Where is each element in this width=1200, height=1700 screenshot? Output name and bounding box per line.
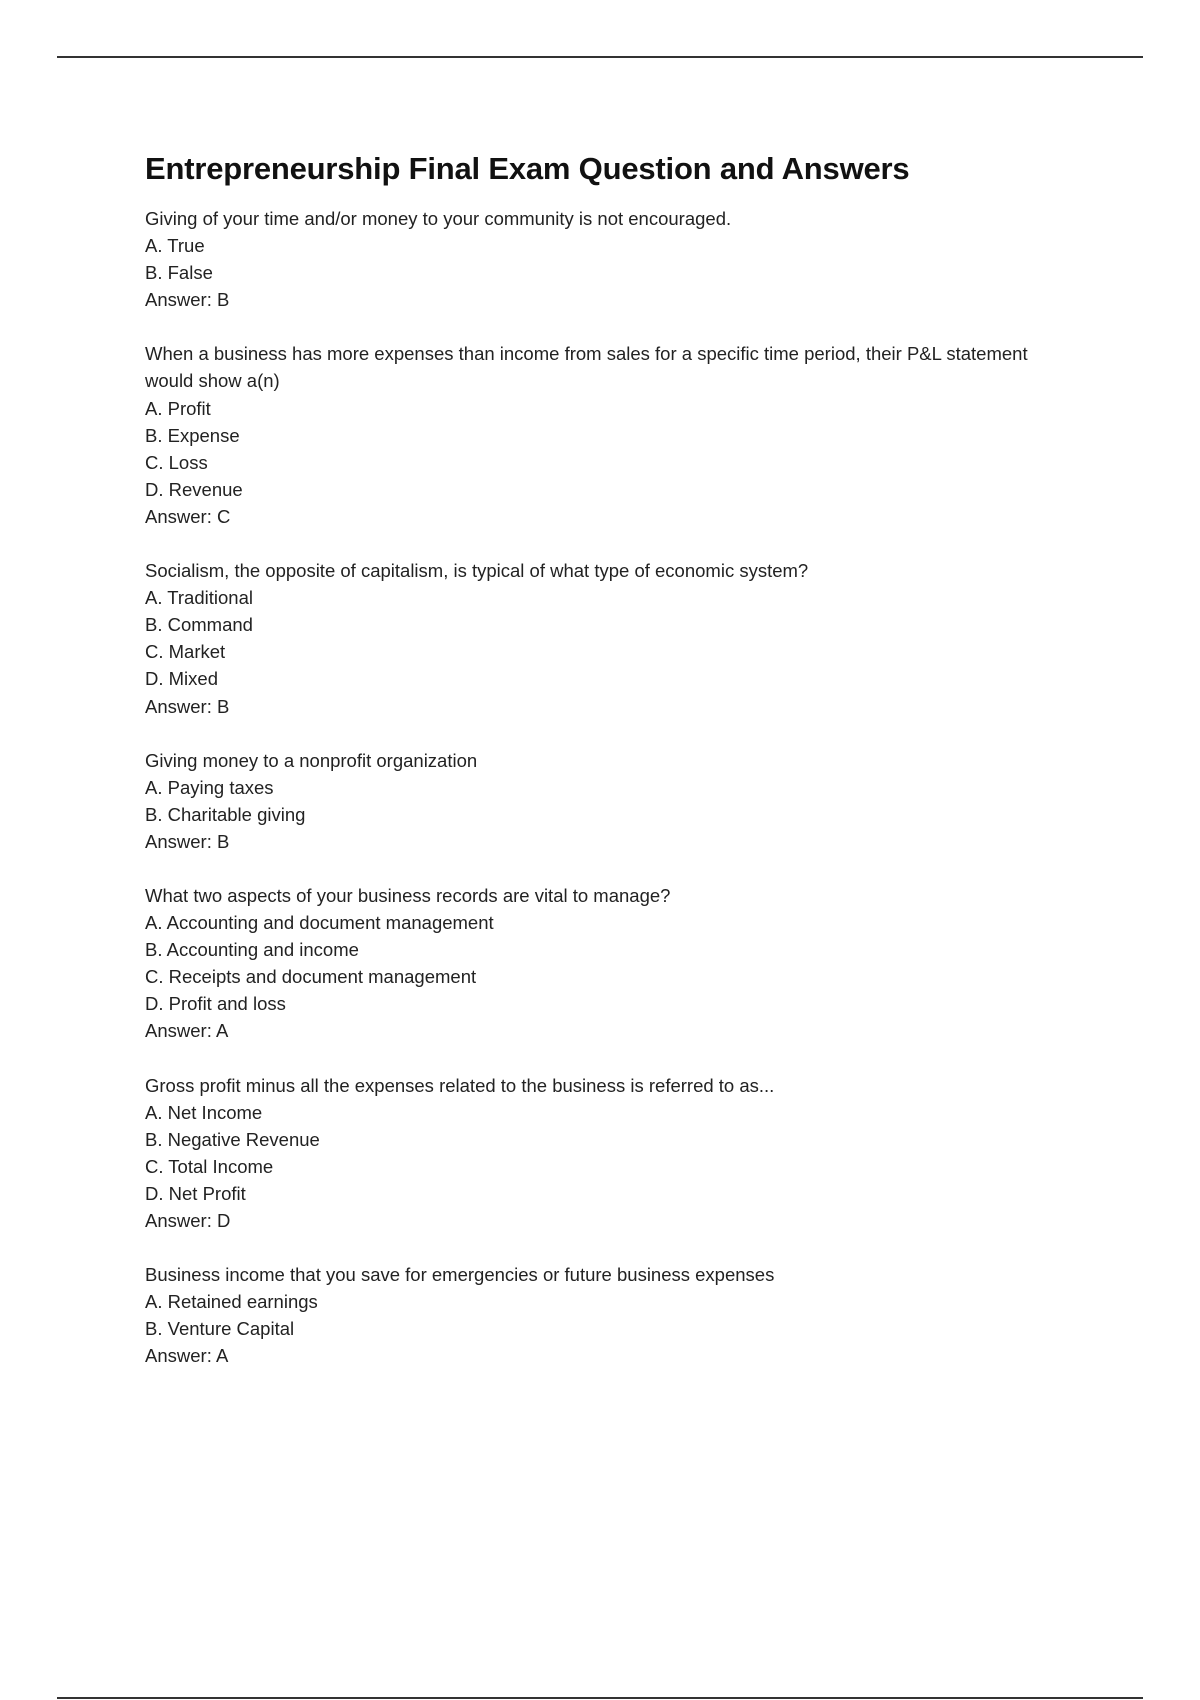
question-prompt: Business income that you save for emergencies or future business expenses xyxy=(145,1264,775,1286)
question-block xyxy=(145,882,1045,1045)
correct-answer: Answer: A xyxy=(145,1020,229,1042)
question-prompt: Giving money to a nonprofit organization xyxy=(145,749,478,771)
answer-option: D. Net Profit xyxy=(145,1182,246,1204)
question-prompt: What two aspects of your business records are vital to manage? xyxy=(145,884,671,906)
answer-option: B. Expense xyxy=(145,424,240,446)
answer-option: A. Retained earnings xyxy=(145,1291,318,1313)
correct-answer: Answer: B xyxy=(145,289,230,311)
answer-option: A. True xyxy=(145,235,205,257)
answer-option: A. Paying taxes xyxy=(145,776,274,798)
correct-answer: Answer: A xyxy=(145,1345,229,1367)
correct-answer: Answer: D xyxy=(145,1210,231,1231)
correct-answer: Answer: C xyxy=(145,505,231,527)
correct-answer: Answer: B xyxy=(145,830,230,852)
answer-option: B. Charitable giving xyxy=(145,803,306,825)
question-block xyxy=(145,747,1045,855)
question-prompt: When a business has more expenses than income from sales for a specific time period, their P&L statement would show a(n) xyxy=(145,343,1028,392)
answer-option: C. Loss xyxy=(145,451,208,473)
answer-option: B. Accounting and income xyxy=(145,939,359,961)
question-block xyxy=(145,340,1045,530)
question-prompt: Socialism, the opposite of capitalism, is typical of what type of economic system? xyxy=(145,560,809,582)
document-body xyxy=(145,145,1045,1396)
answer-option: B. Venture Capital xyxy=(145,1318,295,1340)
answer-option: C. Receipts and document management xyxy=(145,966,477,988)
answer-option: B. Command xyxy=(145,614,253,636)
document-title: Entrepreneurship Final Exam Question and Answers xyxy=(145,151,910,186)
question-prompt: Giving of your time and/or money to your community is not encouraged. xyxy=(145,208,732,229)
correct-answer: Answer: B xyxy=(145,695,230,717)
answer-option: A. Net Income xyxy=(145,1101,263,1123)
answer-option: D. Revenue xyxy=(145,478,243,500)
answer-option: A. Profit xyxy=(145,397,211,419)
question-prompt: Gross profit minus all the expenses related to the business is referred to as... xyxy=(145,1074,775,1096)
question-list xyxy=(145,205,1045,1369)
answer-option: C. Total Income xyxy=(145,1155,274,1177)
answer-option: A. Traditional xyxy=(145,587,253,609)
answer-option: B. False xyxy=(145,262,213,284)
answer-option: B. Negative Revenue xyxy=(145,1128,320,1150)
question-block xyxy=(145,557,1045,720)
bottom-divider xyxy=(57,1697,1143,1699)
answer-option: D. Profit and loss xyxy=(145,993,286,1015)
answer-option: D. Mixed xyxy=(145,668,218,690)
question-block xyxy=(145,1072,1045,1235)
top-divider xyxy=(57,56,1143,58)
question-block xyxy=(145,205,1045,313)
question-block xyxy=(145,1261,1045,1369)
answer-option: A. Accounting and document management xyxy=(145,912,494,934)
answer-option: C. Market xyxy=(145,641,226,663)
